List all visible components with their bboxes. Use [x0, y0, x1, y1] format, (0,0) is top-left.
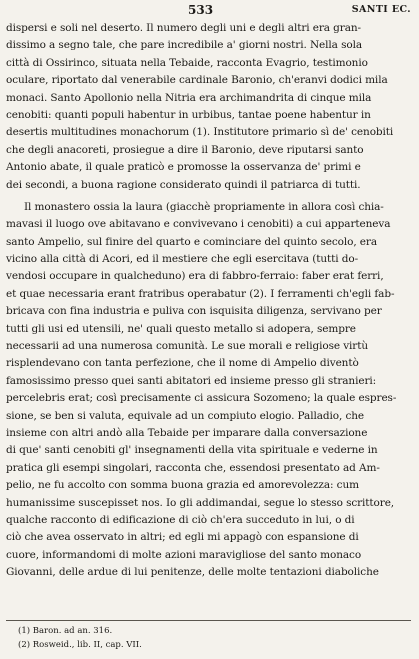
text-line: necessarii ad una numerosa comunità. Le sue morali e religiose virtù	[6, 340, 369, 353]
text-line: qualche racconto di edificazione di ciò ch'era succeduto in lui, o di	[6, 513, 355, 526]
text-line: monaci. Santo Apollonio nella Nitria era archimandrita di cinque mila	[6, 91, 372, 104]
text-line: cenobiti: quanti populi habentur in urbibus, tantae poene habentur in	[6, 108, 371, 121]
body-text	[6, 20, 411, 582]
text-line: che degli anacoreti, prosiegue a dire il Baronio, deve riputarsi santo	[6, 143, 364, 156]
text-line: Il monastero ossia la laura (giacchè propriamente in allora così chia-	[24, 200, 384, 213]
text-line: oculare, riportato dal venerabile cardinale Baronio, ch'eranvi dodici mila	[6, 74, 388, 87]
text-line: Giovanni, delle ardue di lui penitenze, delle molte tentazioni diaboliche	[6, 566, 379, 579]
text-line: risplendevano con tanta perfezione, che il nome di Ampelio diventò	[6, 357, 359, 370]
text-line: pelio, ne fu accolto con somma buona grazia ed amorevolezza: cum	[6, 479, 359, 492]
footnotes	[6, 620, 411, 652]
text-line: insieme con altri andò alla Tebaide per imparare dalla conversazione	[6, 426, 368, 439]
text-line: santo Ampelio, sul finire del quarto e cominciare del quinto secolo, era	[6, 235, 378, 248]
text-line: et quae necessaria erant fratribus operabatur (2). I ferramenti ch'egli fab-	[6, 287, 395, 300]
text-line: tutti gli usi ed utensili, ne' quali questo metallo si adopera, sempre	[6, 322, 356, 335]
text-line: humanissime suscepisset nos. Io gli addimandai, segue lo stesso scrittore,	[6, 496, 395, 509]
text-line: di que' santi cenobiti gl' insegnamenti della vita spirituale e vederne in	[6, 444, 378, 457]
text-line: dispersi e soli nel deserto. Il numero degli uni e degli altri era gran-	[6, 22, 361, 34]
paragraph	[6, 20, 411, 194]
page-header	[0, 3, 419, 17]
text-line: Antonio abate, il quale praticò e promosse la osservanza de' primi e	[6, 161, 361, 174]
page-number: 533	[188, 3, 214, 17]
text-line: percelebris erat; così precisamente ci assicura Sozomeno; la quale espres-	[6, 392, 397, 405]
text-line: dissimo a segno tale, che pare incredibile a' giorni nostri. Nella sola	[6, 39, 363, 52]
footnote: (1) Baron. ad an. 316.	[18, 626, 113, 636]
text-line: desertis multitudines monachorum (1). Institutore primario sì de' cenobiti	[6, 126, 394, 139]
paragraph	[6, 199, 411, 582]
footnote: (2) Rosweid., lib. II, cap. VII.	[18, 640, 142, 650]
text-line: famosissimo presso quei santi abitatori ed insieme presso gli stranieri:	[6, 374, 377, 387]
text-line: vendosi occupare in qualcheduno) era di fabbro-ferraio: faber erat ferri,	[6, 270, 384, 283]
text-line: pratica gli esempi singolari, racconta che, essendosi presentato ad Am-	[6, 461, 380, 474]
text-line: dei secondi, a buona ragione considerato quindi il patriarca di tutti.	[6, 178, 361, 191]
text-line: cuore, informandomi di molte azioni maravigliose del santo monaco	[6, 548, 362, 561]
text-line: città di Ossirinco, situata nella Tebaide, racconta Evagrio, testimonio	[6, 56, 368, 69]
text-line: sione, se ben si valuta, equivale ad un compiuto elogio. Palladio, che	[6, 409, 365, 422]
text-line: mavasi il luogo ove abitavano e convivevano i cenobiti) a cui apparteneva	[6, 218, 391, 231]
text-line: bricava con fina industria e puliva con isquisita diligenza, servivano per	[6, 305, 382, 318]
text-line: ciò che avea osservato in altri; ed egli mi appagò con espansione di	[6, 531, 359, 544]
text-line: vicino alla città di Acori, ed il mestiere che egli esercitava (tutti do-	[6, 253, 359, 266]
running-head: SANTI EC.	[351, 4, 411, 15]
